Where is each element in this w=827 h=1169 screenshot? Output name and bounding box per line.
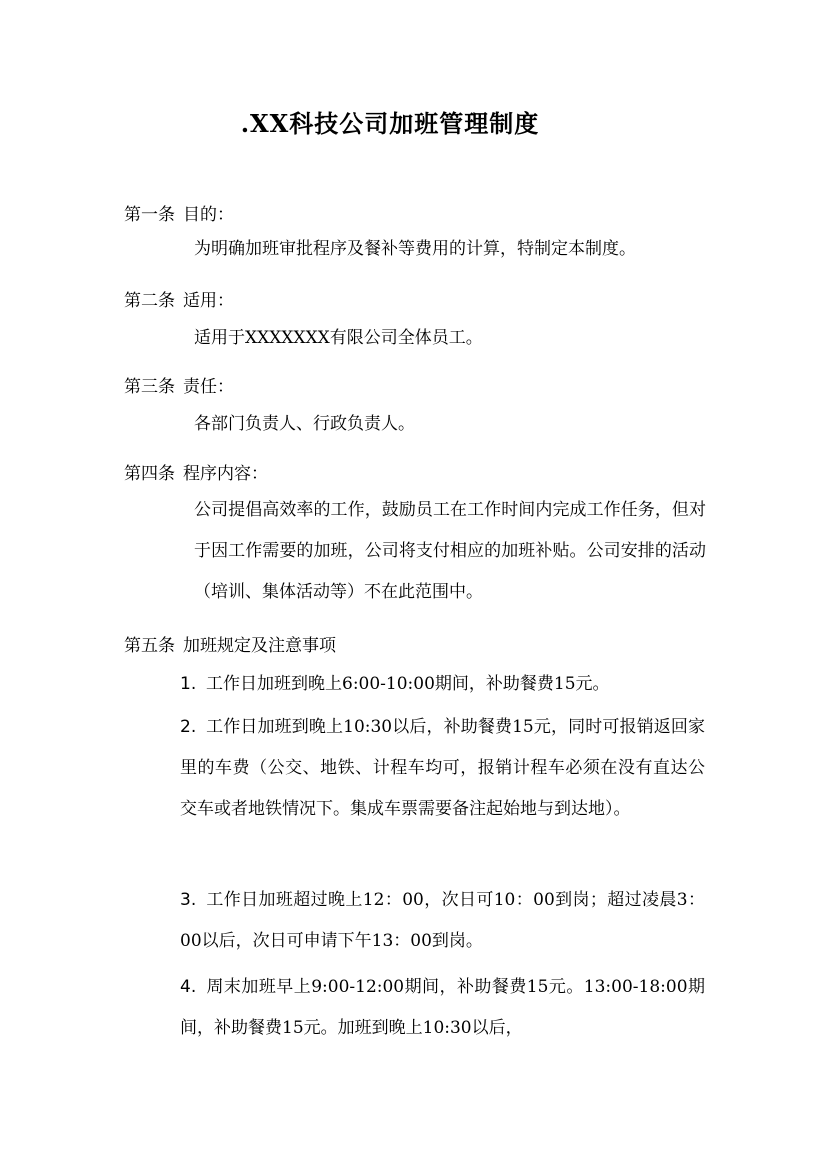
article-title: 适用：: [183, 291, 234, 311]
article-title: 加班规定及注意事项: [183, 636, 336, 656]
article-4-heading: [124, 459, 268, 484]
article-3-heading: [124, 372, 234, 397]
article-2-body: 适用于XXXXXXX有限公司全体员工。: [194, 328, 483, 348]
article-5-heading: [124, 631, 336, 656]
article-1-body: 为明确加班审批程序及餐补等费用的计算，特制定本制度。: [194, 239, 636, 259]
article-number: 第一条: [124, 205, 175, 225]
document-title: .XX科技公司加班管理制度: [240, 109, 540, 138]
article-number: 第二条: [124, 291, 175, 311]
article-4-body: 公司提倡高效率的工作，鼓励员工在工作时间内完成工作任务，但对于因工作需要的加班，公司将支付相应的加班补贴。公司安排的活动（培训、集体活动等）不在此范围中。: [194, 500, 706, 602]
list-item-2: [180, 707, 705, 830]
list-item-text: 工作日加班到晚上10:30以后，补助餐费15元，同时可报销返回家里的车费（公交、地铁、计程车均可，报销计程车必须在没有直达公交车或者地铁情况下。集成车票需要备注起始地与到达地）。: [180, 717, 705, 819]
list-item-text: 工作日加班到晚上6:00-10:00期间，补助餐费15元。: [206, 674, 610, 694]
article-number: 第四条: [124, 464, 175, 484]
list-item-1: [180, 664, 705, 705]
article-title: 程序内容：: [183, 464, 268, 484]
article-number: 第五条: [124, 636, 175, 656]
list-item-number: 3.: [180, 890, 197, 910]
article-number: 第三条: [124, 377, 175, 397]
list-item-4: [180, 967, 705, 1049]
list-item-number: 4.: [180, 977, 197, 997]
article-2-heading: [124, 286, 234, 311]
list-item-number: 1.: [180, 674, 197, 694]
article-1-heading: [124, 200, 234, 225]
list-item-text: 周末加班早上9:00-12:00期间，补助餐费15元。13:00-18:00期间，补助餐费15元。加班到晚上10:30以后，: [180, 977, 705, 1038]
article-3-body: 各部门负责人、行政负责人。: [194, 414, 415, 434]
list-item-text: 工作日加班超过晚上12：00，次日可10：00到岗；超过凌晨3：00以后，次日可申请下午13：00到岗。: [180, 890, 705, 951]
article-title: 目的：: [183, 205, 234, 225]
article-title: 责任：: [183, 377, 234, 397]
list-item-3: [180, 880, 705, 962]
list-item-number: 2.: [180, 717, 197, 737]
